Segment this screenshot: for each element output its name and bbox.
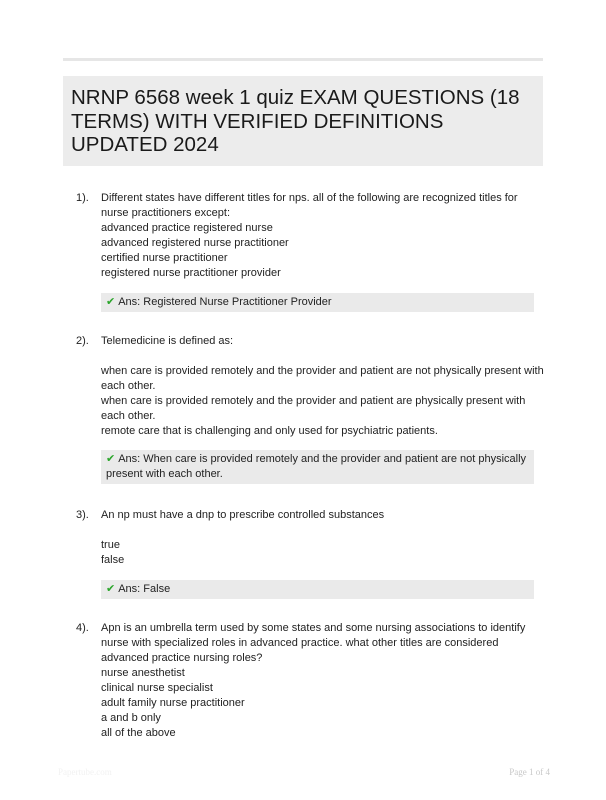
answer-box [101,580,534,599]
option-line: advanced registered nurse practitioner [101,237,289,249]
question-body [101,334,544,484]
option-line: false [101,554,125,566]
blank-line [101,523,544,538]
question-number: 4). [76,622,89,634]
answer-text: Ans: False [118,583,171,595]
option-line: each other. [101,380,156,392]
option-line: nurse anesthetist [101,667,185,679]
option-line: remote care that is challenging and only used for psychiatric patients. [101,425,438,437]
footer-watermark: Papertube.com [58,767,112,777]
check-icon: ✔ [106,453,116,465]
question-text-line: advanced practice nursing roles? [101,652,263,664]
answer-box [101,450,534,484]
question-text-line: Different states have different titles for nps. all of the following are recognized titles for [101,192,518,204]
check-icon: ✔ [106,583,116,595]
question-body [101,621,544,741]
answer-box [101,293,534,312]
option-line: all of the above [101,727,176,739]
question-text-line: An np must have a dnp to prescribe controlled substances [101,509,385,521]
blank-line [101,349,544,364]
option-line: a and b only [101,712,161,724]
question-number: 1). [76,192,89,204]
option-line: true [101,539,120,551]
question-text-line: Telemedicine is defined as: [101,335,234,347]
option-line: advanced practice registered nurse [101,222,273,234]
option-line: adult family nurse practitioner [101,697,245,709]
document-title: NRNP 6568 week 1 quiz EXAM QUESTIONS (18 TERMS) WITH VERIFIED DEFINITIONS UPDATED 2024 [71,86,520,156]
page-number: Page 1 of 4 [509,767,550,777]
option-line: each other. [101,410,156,422]
question-number: 2). [76,335,89,347]
title-box [63,76,543,166]
question-number: 3). [76,509,89,521]
option-line: clinical nurse specialist [101,682,213,694]
question-text-line: nurse with specialized roles in advanced practice. what other titles are considered [101,637,499,649]
option-line: registered nurse practitioner provider [101,267,281,279]
top-divider [63,58,543,61]
option-line: when care is provided remotely and the provider and patient are not physically present with [101,365,544,377]
check-icon: ✔ [106,296,116,308]
question-text-line: Apn is an umbrella term used by some states and some nursing associations to identify [101,622,526,634]
question-body [101,508,544,599]
option-line: when care is provided remotely and the provider and patient are physically present with [101,395,526,407]
option-line: certified nurse practitioner [101,252,228,264]
question-text-line: nurse practitioners except: [101,207,231,219]
question-body [101,191,544,312]
answer-text: Ans: Registered Nurse Practitioner Provider [118,296,332,308]
answer-text: Ans: When care is provided remotely and the provider and patient are not physically present with each other. [106,453,527,480]
